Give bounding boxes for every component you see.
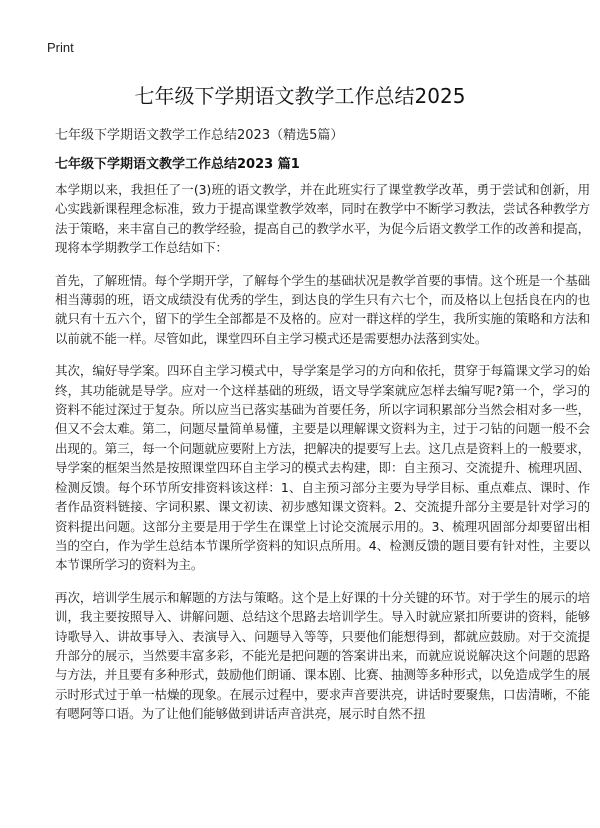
paragraph-intro: 本学期以来，我担任了一(3)班的语文教学，并在此班实行了课堂教学改革，勇于尝试和创新，用心实践新课程理念标准，致力于提高课堂教学效率，同时在教学中不断学习教法，尝试各种教学方法于策略，来丰富自己的教学经验，提高自己的教学水平，为促今后语文教学工作的改善和提高，现将本学期教学工作总结如下： bbox=[55, 182, 590, 256]
section-heading: 七年级下学期语文教学工作总结2023 篇1 bbox=[55, 157, 300, 172]
document-title: 七年级下学期语文教学工作总结2025 bbox=[134, 84, 466, 108]
document-body bbox=[55, 180, 590, 737]
paragraph-understand-class: 首先，了解班情。每个学期开学，了解每个学生的基础状况是教学首要的事情。这个班是一个基础相当薄弱的班，语文成绩没有优秀的学生，到达良的学生只有六七个，而及格以上包括良在内的也就只有十五六个，留下的学生全部都是不及格的。应对一群这样的学生，我所实施的策略和方法和以前就不能一样。尽管如此，课堂四环自主学习模式还是需要想办法落到实处。 bbox=[55, 272, 590, 346]
document-subtitle: 七年级下学期语文教学工作总结2023（精选5篇） bbox=[55, 128, 344, 143]
print-link[interactable]: Print bbox=[47, 40, 74, 55]
paragraph-training: 再次，培训学生展示和解题的方法与策略。这个是上好课的十分关键的环节。对于学生的展示的培训，我主要按照导入、讲解问题、总结这个思路去培训学生。导入时就应紧扣所要讲的资料，能够诗歌导入、讲故事导入、表演导入、问题导入等等，只要他们能想得到，都就应鼓励。对于交流提升部分的展示，当然要丰富多彩，不能光是把问题的答案讲出来，而就应说说解决这个问题的思路与方法，并且要有多种形式，鼓励他们朗诵、课本剧、比赛、抽测等多种形式，以免造成学生的展示时形式过于单一枯燥的现象。在展示过程中，要求声音要洪亮，讲话时要聚焦，口齿清晰，不能有嗯阿等口语。为了让他们能够做到讲话声音洪亮，展示时自然不扭 bbox=[55, 589, 590, 722]
paragraph-study-guide: 其次，编好导学案。四环自主学习模式中，导学案是学习的方向和依托，贯穿于每篇课文学习的始终，其功能就是导学。应对一个这样基础的班级，语文导学案就应怎样去编写呢?第一个，学习的资料不能过深过于复杂。所以应当已落实基础为首要任务，所以字词积累部分当然会相对多一些，但又不会太难。第二，问题尽量简单易懂，主要是以理解课文资料为主，过于刁钻的问题一般不会出现的。第三，每一个问题就应要附上方法，把解决的提要写上去。这几点是资料上的一般要求，导学案的框架当然是按照课堂四环自主学习的模式去构建，即：自主预习、交流提升、梳理巩固、检测反馈。每个环节所安排资料该这样：1、自主预习部分主要为导学目标、重点难点、课时、作者作品资料链接、字词积累、课文初读、初步感知课文资料。2、交流提升部分主要是针对学习的资料提出问题。这部分主要是用于学生在课堂上讨论交流展示用的。3、梳理巩固部分却要留出相当的空白，作为学生总结本节课所学资料的知识点所用。4、检测反馈的题目要有针对性，主要以本节课所学习的资料为主。 bbox=[55, 363, 590, 573]
